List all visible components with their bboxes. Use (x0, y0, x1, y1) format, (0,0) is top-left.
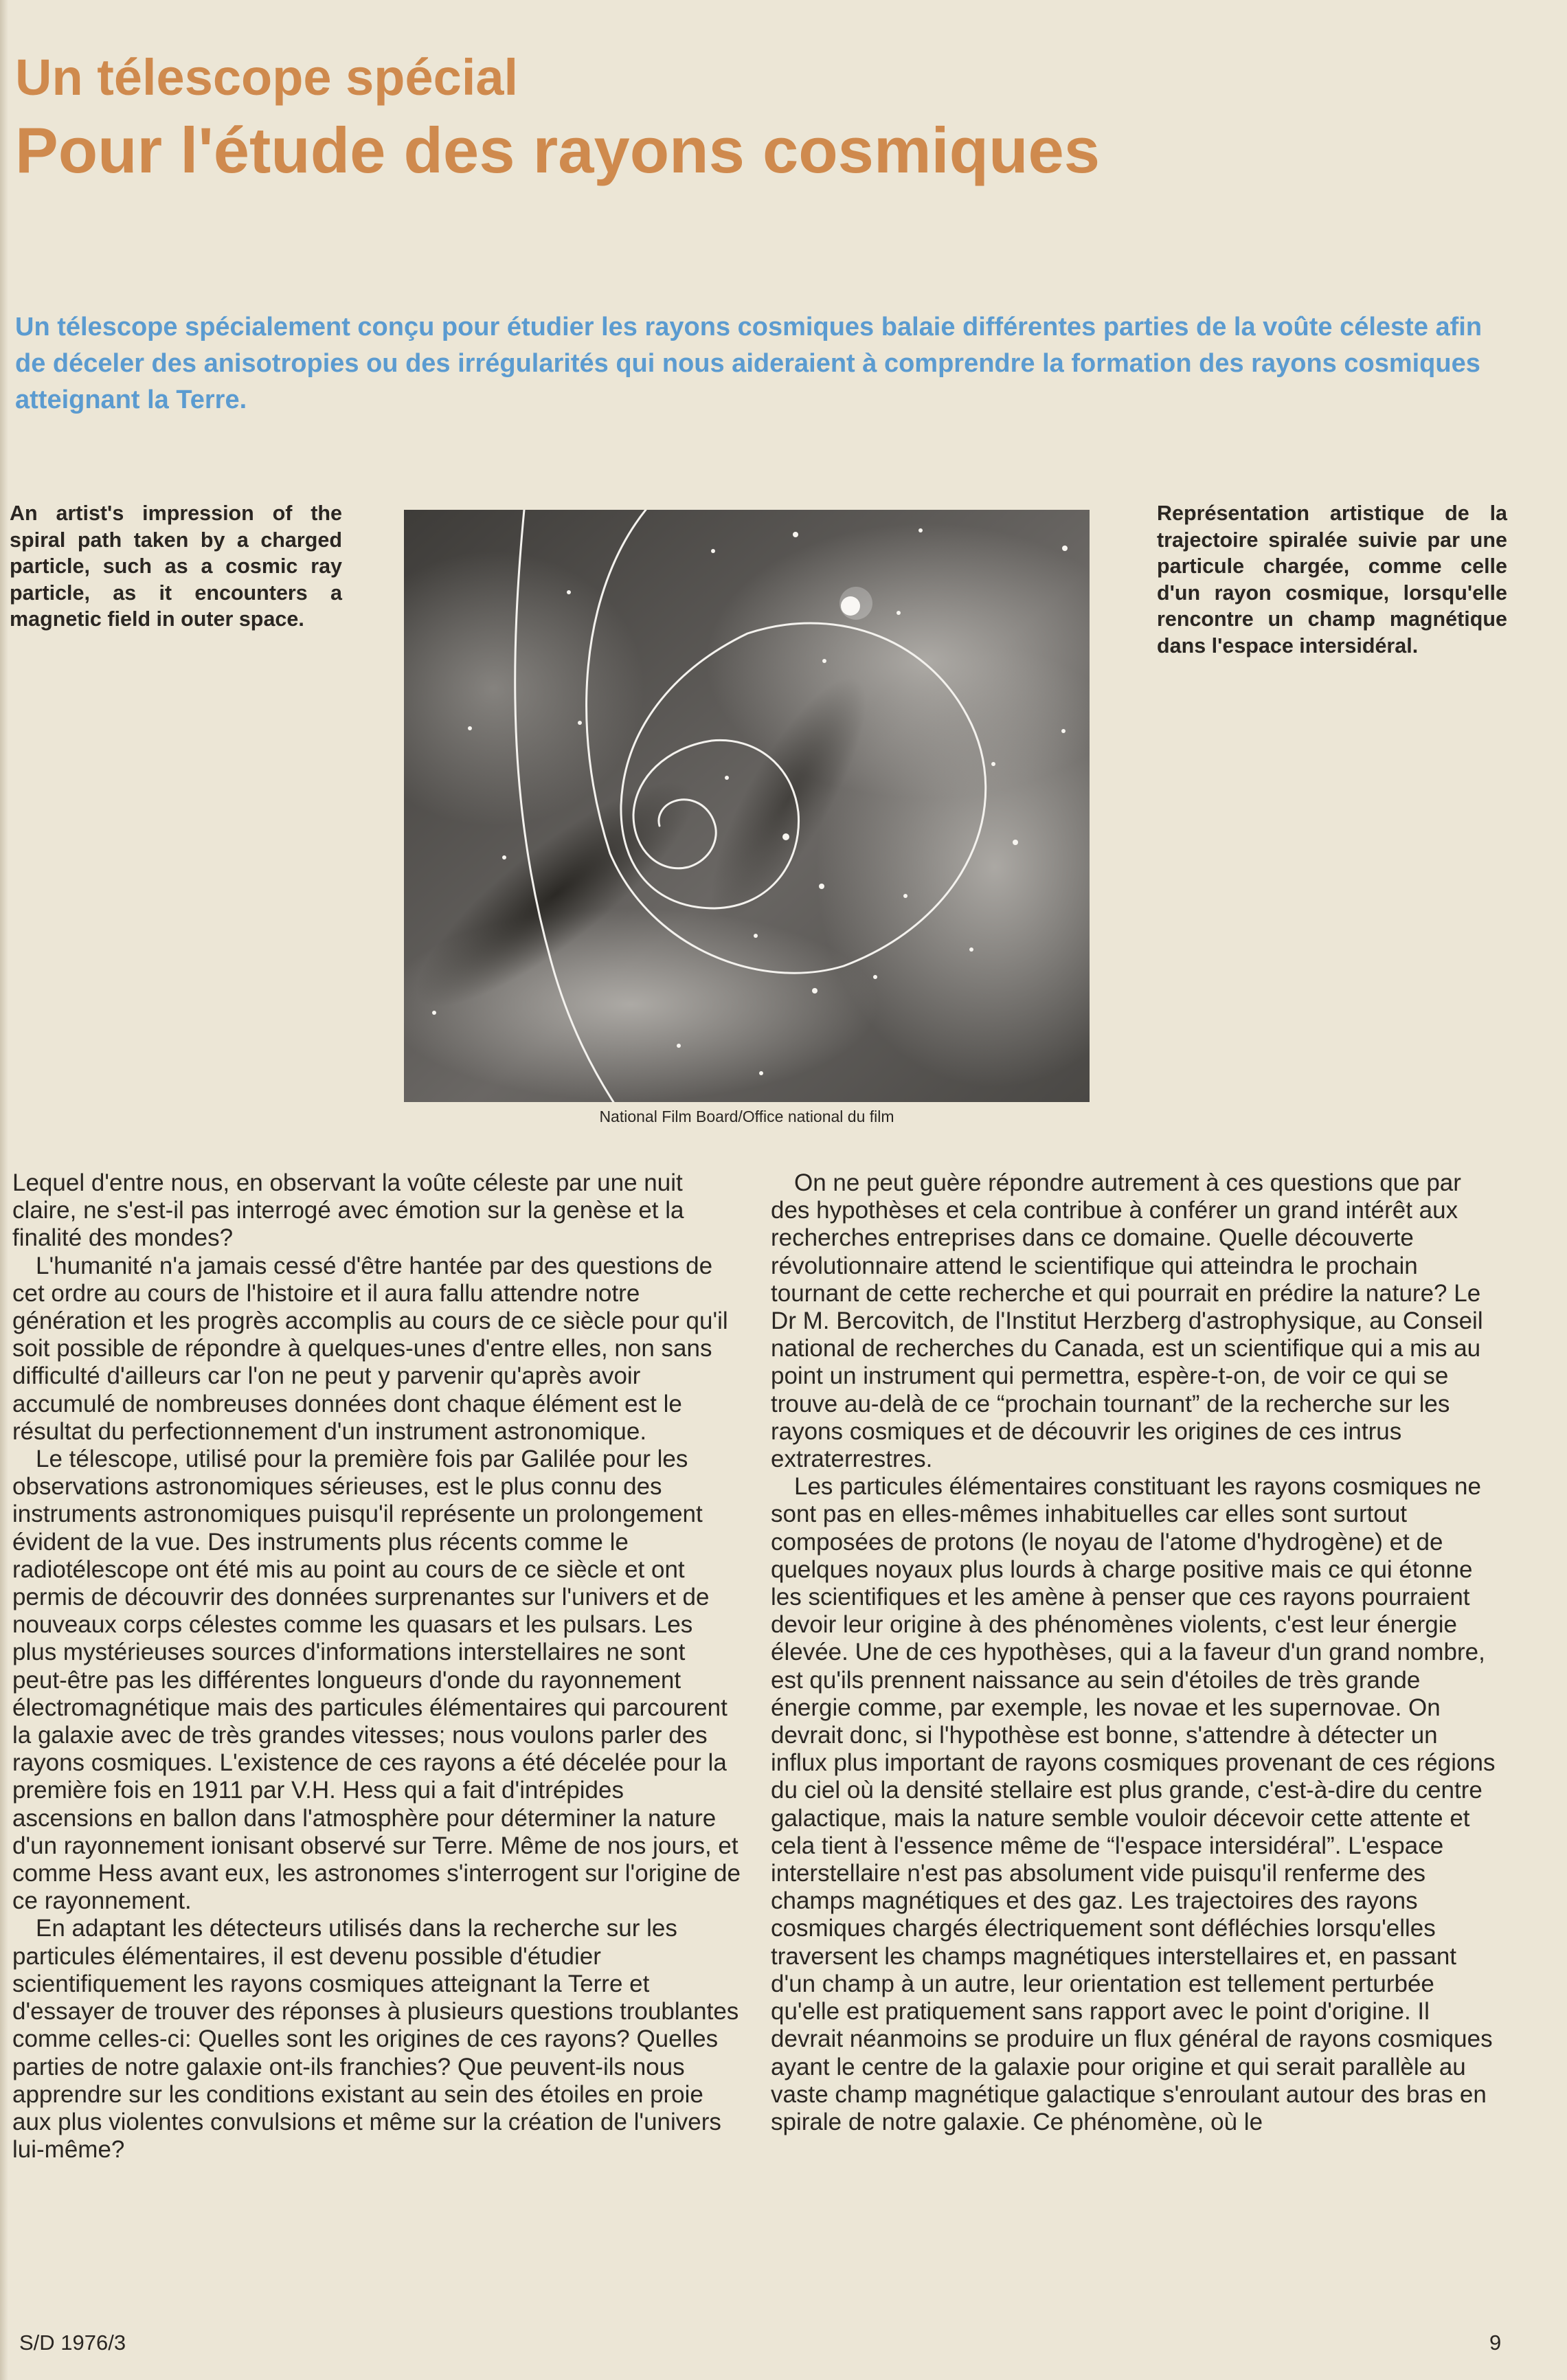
figure-caption-french: Représentation artistique de la trajectoire spiralée suivie par une particule chargée, comme celle d'un rayon cosmique, lorsqu'elle rencontre un champ magnétique dans l'espace intersidéral. (1157, 502, 1507, 658)
body-paragraph: Lequel d'entre nous, en observant la voûte céleste par une nuit claire, ne s'est-il pas interrogé avec émotion sur la genèse et la finalité des mondes? (12, 1169, 684, 1252)
body-column-left (12, 1169, 741, 2164)
article-intro: Un télescope spécialement conçu pour étudier les rayons cosmiques balaie différentes parties de la voûte céleste afin de déceler des anisotropies ou des irrégularités qui nous aideraient à comprendre la formation des rayons cosmiques atteignant la Terre. (15, 313, 1483, 414)
figure-caption-english: An artist's impression of the spiral path taken by a charged particle, such as a cosmic ray particle, as it encounters a magnetic field in outer space. (10, 502, 342, 631)
page-gutter-shadow (0, 0, 8, 2380)
page-number: 9 (1489, 2331, 1502, 2355)
article-kicker: Un télescope spécial (15, 49, 519, 106)
body-paragraph: L'humanité n'a jamais cessé d'être hantée par des questions de cet ordre au cours de l'histoire et il aura fallu attendre notre génération et les progrès accomplis au cours de ce siècle pour qu'il soit possible de répondre à quelques-unes d'entre elles, non sans difficulté d'ailleurs car l'on ne peut y parvenir qu'après avoir accumulé de nombreuses données dont chaque élément est le résultat du perfectionnement d'un instrument astronomique. (12, 1252, 728, 1445)
body-paragraph: On ne peut guère répondre autrement à ces questions que par des hypothèses et cela contribue à conférer un grand intérêt aux recherches entreprises dans ce domaine. Quelle découverte révolutionnaire attend le scientifique qui atteindra le prochain tournant de cette recherche et qui pourrait en prédire la nature? Le Dr M. Bercovitch, de l'Institut Herzberg d'astrophysique, au Conseil national de recherches du Canada, est un scientifique qui a mis au point un instrument qui permettra, espère-t-on, de voir ce qui se trouve au-delà de ce “prochain tournant” de la recherche sur les rayons cosmiques et de découvrir les origines de ces intrus extraterrestres. (771, 1169, 1483, 1473)
spiral-path-image (404, 510, 1090, 1102)
photo-credit: National Film Board/Office national du film (599, 1108, 894, 1125)
body-paragraph: Les particules élémentaires constituant les rayons cosmiques ne sont pas en elles-mêmes inhabituelles car elles sont surtout composées de protons (le noyau de l'atome d'hydrogène) et de quelques noyaux plus lourds à charge positive mais ce qui étonne les scientifiques et les amène à penser que ces rayons pourraient devoir leur origine à des phénomènes violents, c'est leur énergie élevée. Une de ces hypothèses, qui a la faveur d'un grand nombre, est qu'ils prennent naissance au sein d'étoiles de très grande énergie comme, par exemple, les novae et les supernovae. On devrait donc, si l'hypothèse est bonne, s'attendre à détecter un influx plus important de rayons cosmiques provenant de ces régions du ciel où la densité stellaire est plus grande, c'est-à-dire du centre galactique, mais la nature semble vouloir décevoir cette attente et cela tient à l'essence même de “l'espace intersidéral”. L'espace interstellaire n'est pas absolument vide puisqu'il renferme des champs magnétiques et des gaz. Les trajectoires des rayons cosmiques chargés électriquement sont défléchies lorsqu'elles traversent les champs magnétiques interstellaires et, en passant d'un champ à un autre, leur orientation est tellement perturbée qu'elle est pratiquement sans rapport avec le point d'origine. Il devrait néanmoins se produire un flux général de rayons cosmiques ayant le centre de la galaxie pour origine et qui serait parallèle au vaste champ magnétique galactique s'enroulant autour des bras en spirale de notre galaxie. Ce phénomène, où le (771, 1473, 1496, 2135)
issue-label: S/D 1976/3 (19, 2331, 126, 2355)
spiral-path-illustration (404, 510, 1090, 1102)
body-column-right (771, 1169, 1499, 2136)
body-paragraph: Le télescope, utilisé pour la première fois par Galilée pour les observations astronomiques sérieuses, est le plus connu des instruments astronomiques puisqu'il représente un prolongement évident de la vue. Des instruments plus récents comme le radiotélescope ont été mis au point au cours de ce siècle et ont permis de découvrir des données surprenantes sur l'univers et de nouveaux corps célestes comme les quasars et les pulsars. Les plus mystérieuses sources d'informations interstellaires ne sont peut-être pas les différentes longueurs d'onde du rayonnement électromagnétique mais des particules élémentaires qui parcourent la galaxie avec de très grandes vitesses; nous voulons parler des rayons cosmiques. L'existence de ces rayons a été décelée pour la première fois en 1911 par V.H. Hess qui a fait d'intrépides ascensions en ballon dans l'atmosphère pour déterminer la nature d'un rayonnement ionisant observé sur Terre. Même de nos jours, et comme Hess avant eux, les astronomes s'interrogent sur l'origine de ce rayonnement. (12, 1446, 741, 1915)
article-title: Pour l'étude des rayons cosmiques (15, 114, 1101, 186)
body-paragraph: En adaptant les détecteurs utilisés dans la recherche sur les particules élémentaires, il est devenu possible d'étudier scientifiquement les rayons cosmiques atteignant la Terre et d'essayer de trouver des réponses à plusieurs questions troublantes comme celles-ci: Quelles sont les origines de ces rayons? Quelles parties de notre galaxie ont-ils franchies? Que peuvent-ils nous apprendre sur les conditions existant au sein des étoiles en proie aux plus violentes convulsions et même sur la création de l'univers lui-même? (12, 1915, 739, 2164)
